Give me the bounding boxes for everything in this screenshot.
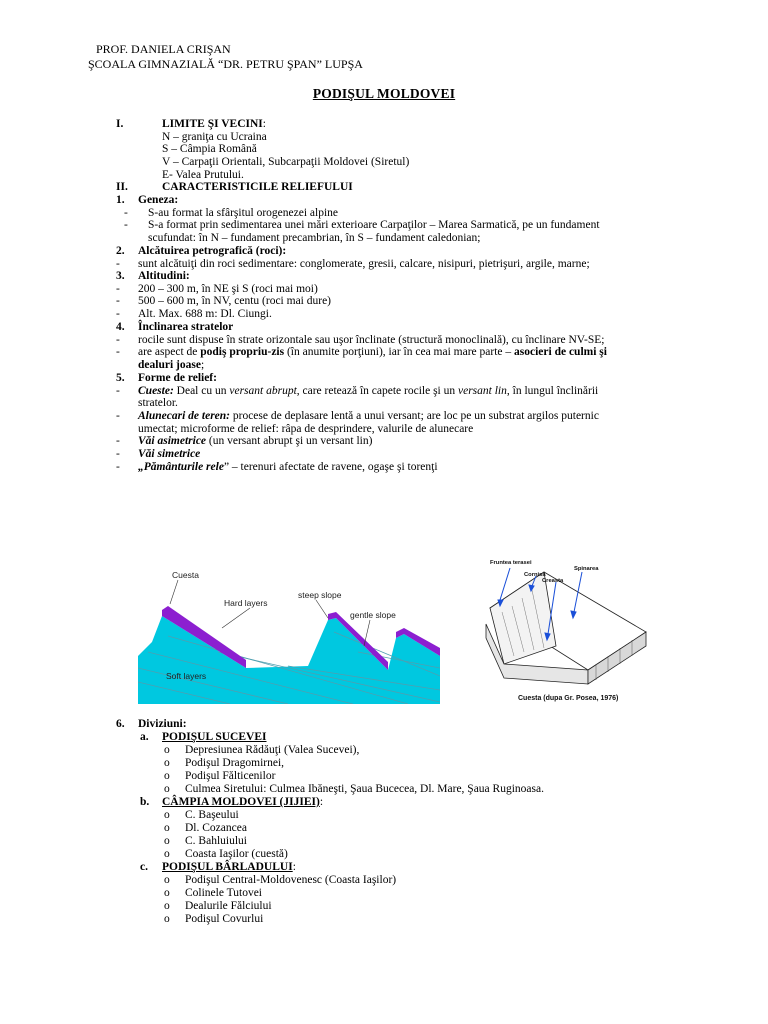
- bullet-icon: o: [164, 809, 170, 821]
- figure-caption: Cuesta (dupa Gr. Posea, 1976): [518, 695, 619, 702]
- section-number: I.: [116, 118, 124, 130]
- school-line: ŞCOALA GIMNAZIALĂ “DR. PETRU ŞPAN” LUPŞA: [88, 57, 363, 71]
- division-item: Culmea Siretului: Culmea Ibăneşti, Şaua Bucecea, Dl. Mare, Şaua Ruginoasa.: [185, 783, 544, 795]
- division-letter: b.: [140, 796, 150, 808]
- bullet-icon: o: [164, 822, 170, 834]
- division-title: PODIŞUL SUCEVEI: [162, 731, 267, 743]
- label-creasta: Creasta: [542, 578, 564, 584]
- division-item: C. Bahluiului: [185, 835, 247, 847]
- list-item: [0, 874, 768, 887]
- forme-vai-asimetrice: Văi asimetrice (un versant abrupt şi un versant lin): [138, 435, 373, 448]
- list-item: [0, 887, 768, 900]
- limit-north: N – graniţa cu Ucraina: [162, 130, 267, 143]
- division-item: Podişul Fălticenilor: [185, 770, 276, 782]
- subsection-altitudini: 3. Altitudini: - 200 – 300 m, în NE şi S (roci mai moi) - 500 – 600 m, în NV, centu (roci mai dure) - Alt. Max. 688 m: Dl. Ciungi.: [0, 270, 768, 321]
- geneza-line: scufundat: în N – fundament precambrian, în S – fundament caledonian;: [148, 232, 481, 245]
- label-spinarea: Spinarea: [574, 566, 599, 572]
- division-item: Podişul Covurlui: [185, 913, 264, 925]
- bullet-icon: o: [164, 900, 170, 912]
- cuesta-diagram: [138, 556, 440, 704]
- division-letter: c.: [140, 861, 148, 873]
- list-item: [0, 744, 768, 757]
- bullet-icon: o: [164, 848, 170, 860]
- label-cornisa: Cornisa: [524, 572, 546, 578]
- label-fruntea: Fruntea terasei: [490, 560, 532, 566]
- label-soft-layers: Soft layers: [166, 671, 207, 681]
- label-cuesta: Cuesta: [172, 570, 199, 580]
- bullet-icon: o: [164, 887, 170, 899]
- alcatuirea-title: Alcătuirea petrografică (roci):: [138, 245, 287, 257]
- list-item: [0, 809, 768, 822]
- bullet-icon: o: [164, 783, 170, 795]
- geneza-line: S-au format la sfârşitul orogenezei alpine: [148, 206, 338, 219]
- division-item: Colinele Tutovei: [185, 887, 262, 899]
- division-item: C. Başeului: [185, 809, 239, 821]
- forme-alunecari: Alunecari de teren: procese de deplasare lentă a unui versant; are loc pe un substrat argilos puternic: [138, 410, 599, 423]
- bullet-icon: o: [164, 770, 170, 782]
- division-heading: [0, 731, 768, 744]
- forme-title: Forme de relief:: [138, 372, 217, 384]
- bullet-icon: o: [164, 913, 170, 925]
- subsection-diviziuni: 6. Diviziuni: a. PODIŞUL SUCEVEI o Depresiunea Rădăuţi (Valea Sucevei), o Podişul Dragomirnei, o Podişul Fălticenilor o Culmea Siretului: Culmea Ibăneşti, Şaua Bucecea, Dl. Mare, Şaua Ruginoasa. b. CÂMPIA MOLDOVEI (JIJIEI): o C. Başeului o Dl. Cozancea o C. Bahluiului o Coasta Iaşilor (cuestă) c. PODIŞUL BÂRLADULUI: o Podişul Central-Moldovenesc (Coasta Iaşilor) o Colinele Tutovei o Dealurile Fălciului o Podişul Covurlui: [0, 718, 768, 926]
- document-header: [88, 42, 363, 72]
- section-number: II.: [116, 181, 128, 194]
- division-heading: b. CÂMPIA MOLDOVEI (JIJIEI):: [140, 796, 324, 808]
- forme-vai-simetrice: Văi simetrice: [138, 448, 201, 461]
- division-item: Depresiunea Rădăuţi (Valea Sucevei),: [185, 744, 360, 756]
- division-item: Dealurile Fălciului: [185, 900, 272, 912]
- label-gentle-slope: gentle slope: [350, 610, 396, 620]
- cuesta-block-diagram: [478, 552, 648, 712]
- limit-east: E- Valea Prutului.: [162, 168, 244, 181]
- geneza-title: Geneza:: [138, 194, 179, 206]
- author-line: PROF. DANIELA CRIŞAN: [96, 42, 231, 56]
- altitudini-line: Alt. Max. 688 m: Dl. Ciungi.: [138, 308, 272, 321]
- bullet-icon: o: [164, 874, 170, 886]
- diviziuni-title: Diviziuni:: [138, 718, 187, 730]
- division-title: PODIŞUL BÂRLADULUI: [162, 861, 293, 873]
- altitudini-line: 500 – 600 m, în NV, centu (roci mai dure): [138, 295, 332, 308]
- list-item: [0, 822, 768, 835]
- list-item: [0, 848, 768, 861]
- altitudini-title: Altitudini:: [138, 270, 190, 282]
- bullet-icon: o: [164, 744, 170, 756]
- geneza-line: S-a format prin sedimentarea unei mări exterioare Carpaţilor – Marea Sarmatică, pe un fundament: [148, 219, 600, 232]
- list-item: [0, 900, 768, 913]
- division-item: Dl. Cozancea: [185, 822, 247, 834]
- division-item: Podişul Dragomirnei,: [185, 757, 285, 769]
- division-title: CÂMPIA MOLDOVEI (JIJIEI): [162, 796, 320, 808]
- limit-south: S – Câmpia Română: [162, 143, 257, 156]
- forme-cueste: Cueste: Deal cu un versant abrupt, care retează în capete rocile şi un versant lin, în lungul înclinării: [138, 384, 599, 397]
- division-letter: a.: [140, 731, 149, 743]
- division-item: Podişul Central-Moldovenesc (Coasta Iaşilor): [185, 874, 397, 886]
- list-item: [0, 783, 768, 796]
- section-limits: I. LIMITE ŞI VECINI: N – graniţa cu Ucraina S – Câmpia Română V – Carpaţii Orientali, Subcarpaţii Moldovei (Siretul) E- Valea Prutului. II. CARACTERISTICILE RELIEFULUI: [116, 118, 410, 194]
- bullet-icon: o: [164, 757, 170, 769]
- page-title: PODIŞUL MOLDOVEI: [312, 86, 456, 101]
- forme-pamanturi-rele: „Pământurile rele” – terenuri afectate de ravene, ogaşe şi torenţi: [138, 460, 438, 473]
- limit-west: V – Carpaţii Orientali, Subcarpaţii Moldovei (Siretul): [162, 156, 410, 169]
- label-steep-slope: steep slope: [298, 590, 342, 600]
- subsection-geneza: 1. Geneza: - S-au format la sfârşitul orogenezei alpine - S-a format prin sedimentarea unei mări exterioare Carpaţilor – Marea Sarmatică, pe un fundament scufundat: în N – fundament precambrian, în S – fundament caledonian;: [0, 194, 768, 245]
- list-item: [0, 913, 768, 926]
- inclinarea-line: are aspect de podiş propriu-zis (în anumite porţiuni), iar în cea mai mare parte – asocieri de culmi şi: [138, 346, 607, 359]
- altitudini-line: 200 – 300 m, în NE şi S (roci mai moi): [138, 282, 318, 295]
- division-item: Coasta Iaşilor (cuestă): [185, 848, 288, 860]
- subsection-forme: 5. Forme de relief: - Cueste: Deal cu un versant abrupt, care retează în capete rocile şi un versant lin, în lungul înclinării stratelor. - Alunecari de teren: procese de deplasare lentă a unui versant; are loc pe un substrat argilos puternic umectat; microforme de relief: râpa de desprindere, valurile de alunecare - Văi asimetrice (un versant abrupt şi un versant lin) - Văi simetrice - „Pământurile rele” – terenuri afectate de ravene, ogaşe şi torenţi: [0, 372, 768, 474]
- list-item: [0, 757, 768, 770]
- list-item: [0, 770, 768, 783]
- subsection-alcatuirea: 2. Alcătuirea petrografică (roci): - sunt alcătuiţi din roci sedimentare: conglomerate, gresii, calcare, nisipuri, pietrişuri, argile, marne;: [0, 245, 768, 270]
- alcatuirea-line: sunt alcătuiţi din roci sedimentare: conglomerate, gresii, calcare, nisipuri, pietrişuri, argile, marne;: [138, 257, 590, 270]
- inclinarea-title: Înclinarea stratelor: [138, 321, 234, 333]
- division-heading: c. PODIŞUL BÂRLADULUI:: [140, 861, 296, 873]
- list-item: [0, 835, 768, 848]
- section-title: LIMITE ŞI VECINI: [162, 118, 263, 130]
- inclinarea-line: rocile sunt dispuse în strate orizontale sau uşor înclinate (structură monoclinală), cu înclinare NV-SE;: [138, 333, 605, 346]
- label-hard-layers: Hard layers: [224, 598, 268, 608]
- subsection-inclinarea: 4. Înclinarea stratelor - rocile sunt dispuse în strate orizontale sau uşor înclinate (structură monoclinală), cu înclinare NV-SE; - are aspect de podiş propriu-zis (în anumite porţiuni), iar în cea mai mare parte – asocieri de culmi şi dealuri joase;: [0, 321, 768, 372]
- section-title: CARACTERISTICILE RELIEFULUI: [162, 181, 353, 194]
- inclinarea-line: dealuri joase;: [138, 359, 205, 372]
- diviziuni-groups: [0, 731, 768, 926]
- bullet-icon: o: [164, 835, 170, 847]
